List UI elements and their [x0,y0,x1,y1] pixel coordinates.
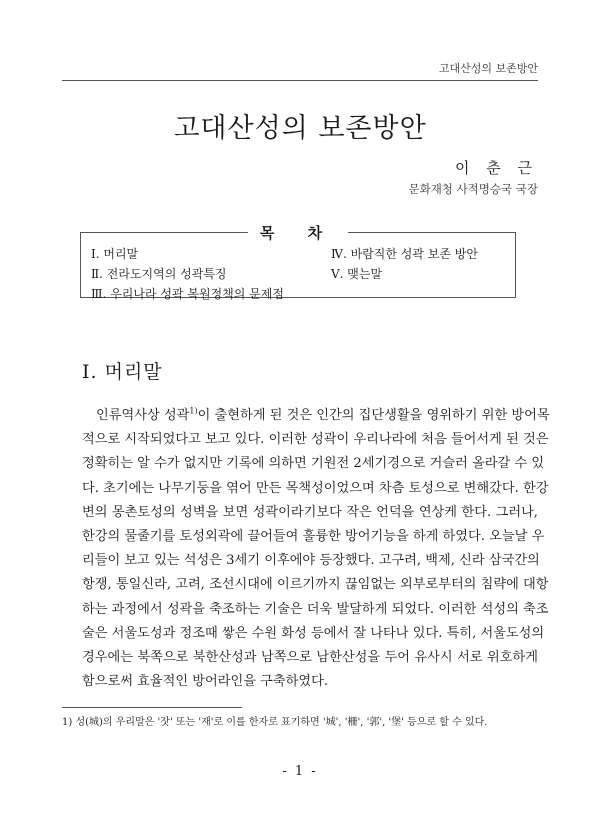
body-line: 정확히는 알 수가 없지만 기록에 의하면 기원전 2세기경으로 거슬러 올라갈 수 있 [82,456,545,472]
body-text-segment: 인류역사상 성곽 [96,408,190,423]
body-line: 변의 몽촌토성의 성벽을 보면 성곽이라기보다 작은 언덕을 연상케 한다. 그러나, [82,504,538,520]
toc-item-4[interactable]: Ⅳ. 바람직한 성곽 보존 방안 [331,247,478,261]
toc-item-3[interactable]: Ⅲ. 우리나라 성곽 복원정책의 문제점 [91,287,284,301]
footnote-reference[interactable]: 1) [189,406,198,416]
body-line: 술은 서울도성과 정조때 쌓은 수원 화성 등에서 잘 나타나 있다. 특히, 서울도성의 [82,625,545,641]
body-line: 경우에는 북쪽으로 북한산성과 남쪽으로 남한산성을 두어 유사시 서로 위호하게 [82,650,538,666]
footnote-divider [62,707,242,708]
body-line: 적으로 시작되었다고 보고 있다. 이러한 성곽이 우리나라에 처음 들어서게 된 것은 [82,432,549,448]
body-line: 함으로써 효율적인 방어라인을 구축하였다. [82,674,329,690]
author-name: 이 춘 근 [454,159,538,177]
body-line: 다. 초기에는 나무기둥을 엮어 만든 목책성이었으며 차츰 토성으로 변해갔다. 한강 [82,480,549,496]
toc-right-column [331,244,478,284]
body-line: 리들이 보고 있는 석성은 3세기 이후에야 등장했다. 고구려, 백제, 신라 삼국간의 [82,553,540,569]
author-affiliation: 문화재청 사적명승국 국장 [408,182,538,196]
toc-item-2[interactable]: Ⅱ. 전라도지역의 성곽특징 [91,267,227,281]
body-paragraph [82,404,550,694]
section-heading: Ⅰ. 머리말 [82,361,163,383]
body-line: 항쟁, 통일신라, 고려, 조선시대에 이르기까지 끊임없는 외부로부터의 침략에 대항 [82,577,549,593]
body-line-first [82,404,550,428]
page-number: - 1 - [282,764,318,779]
running-header: 고대산성의 보존방안 [62,60,538,81]
footnote: 1) 성(城)의 우리말은 '잣' 또는 '재'로 이를 한자로 표기하면 '城', '柵', '郭', '堡' 등으로 할 수 있다. [62,717,488,728]
body-text-segment: 이 출현하게 된 것은 인간의 집단생활을 영위하기 위한 방어목 [197,408,550,423]
toc-item-1[interactable]: Ⅰ. 머리말 [91,247,139,261]
toc-item-5[interactable]: Ⅴ. 맺는말 [331,267,383,281]
body-line: 하는 과정에서 성곽을 축조하는 기술은 더욱 발달하게 되었다. 이러한 석성의 축조 [82,601,549,617]
table-of-contents [80,224,516,301]
body-line: 한강의 물줄기를 토성외곽에 끌어들여 훌륭한 방어기능을 하게 하였다. 오늘날 우 [82,529,545,545]
toc-heading: 목 차 [248,222,348,243]
page-title: 고대산성의 보존방안 [173,113,427,144]
toc-left-column [91,244,284,304]
